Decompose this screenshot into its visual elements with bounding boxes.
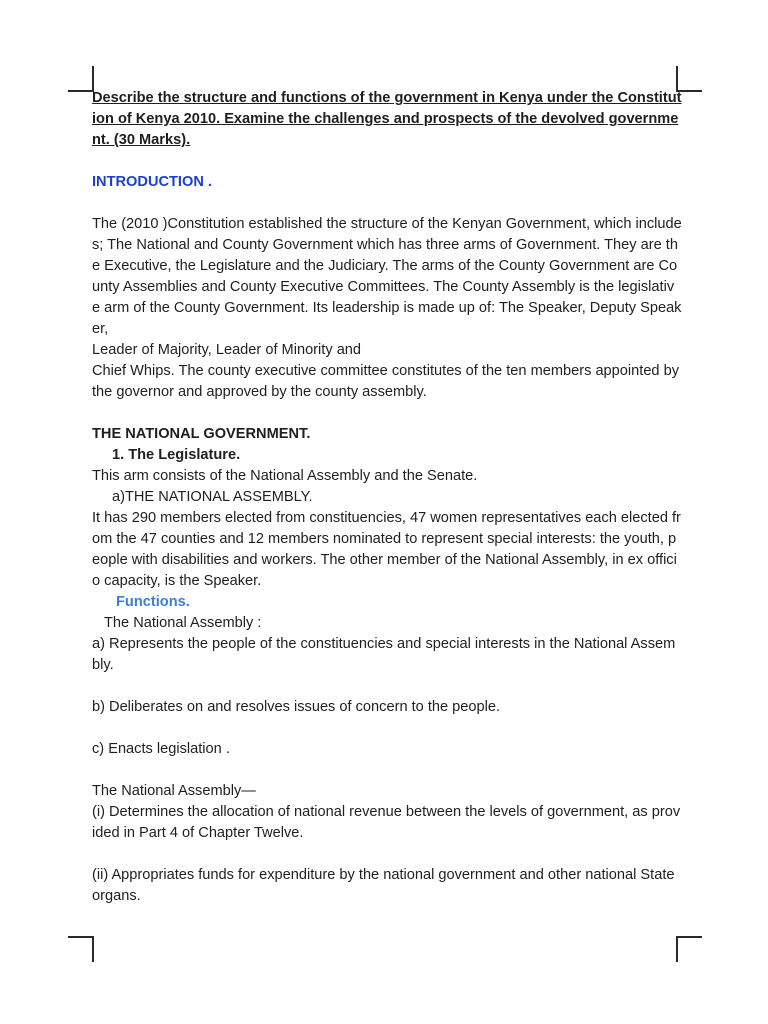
crop-mark-bottom-right: [676, 936, 702, 962]
crop-mark-bottom-left: [68, 936, 94, 962]
functions-heading: Functions.: [116, 594, 190, 610]
introduction-line-2: Leader of Majority, Leader of Minority and: [92, 342, 362, 358]
functions-intro: The National Assembly :: [104, 615, 262, 631]
national-government-heading: THE NATIONAL GOVERNMENT.: [92, 426, 311, 442]
document-body: [92, 88, 682, 907]
function-item-ii: (ii) Appropriates funds for expenditure by the national government and other national State organs.: [92, 867, 675, 904]
legislature-heading: 1. The Legislature.: [112, 447, 241, 463]
national-assembly-text: It has 290 members elected from constituencies, 47 women representatives each elected from the 47 counties and 12 members nominated to represent special interests: the youth, people with disabilities and workers. The other member of the National Assembly, in ex officio capacity, is the Speaker.: [92, 510, 681, 589]
introduction-line-3: Chief Whips. The county executive committee constitutes of the ten members appointed by the governor and approved by the county assembly.: [92, 363, 680, 400]
question-title: Describe the structure and functions of the government in Kenya under the Constitution of Kenya 2010. Examine the challenges and prospects of the devolved government. (30 Marks).: [92, 90, 682, 148]
crop-mark-top-left: [68, 66, 94, 92]
introduction-heading: INTRODUCTION .: [92, 174, 212, 190]
function-item-i: (i) Determines the allocation of national revenue between the levels of government, as provided in Part 4 of Chapter Twelve.: [92, 804, 681, 841]
legislature-text: This arm consists of the National Assembly and the Senate.: [92, 468, 478, 484]
introduction-paragraph: The (2010 )Constitution established the structure of the Kenyan Government, which includes; The National and County Government which has three arms of Government. They are the Executive, the Legislature and the Judiciary. The arms of the County Government are County Assemblies and County Executive Committees. The County Assembly is the legislative arm of the County Government. Its leadership is made up of: The Speaker, Deputy Speaker,: [92, 216, 682, 337]
national-assembly-dash: The National Assembly—: [92, 783, 256, 799]
function-item-a: a) Represents the people of the constituencies and special interests in the National Assembly.: [92, 636, 676, 673]
national-assembly-heading: a)THE NATIONAL ASSEMBLY.: [112, 489, 313, 505]
function-item-c: c) Enacts legislation .: [92, 741, 230, 757]
function-item-b: b) Deliberates on and resolves issues of concern to the people.: [92, 699, 501, 715]
